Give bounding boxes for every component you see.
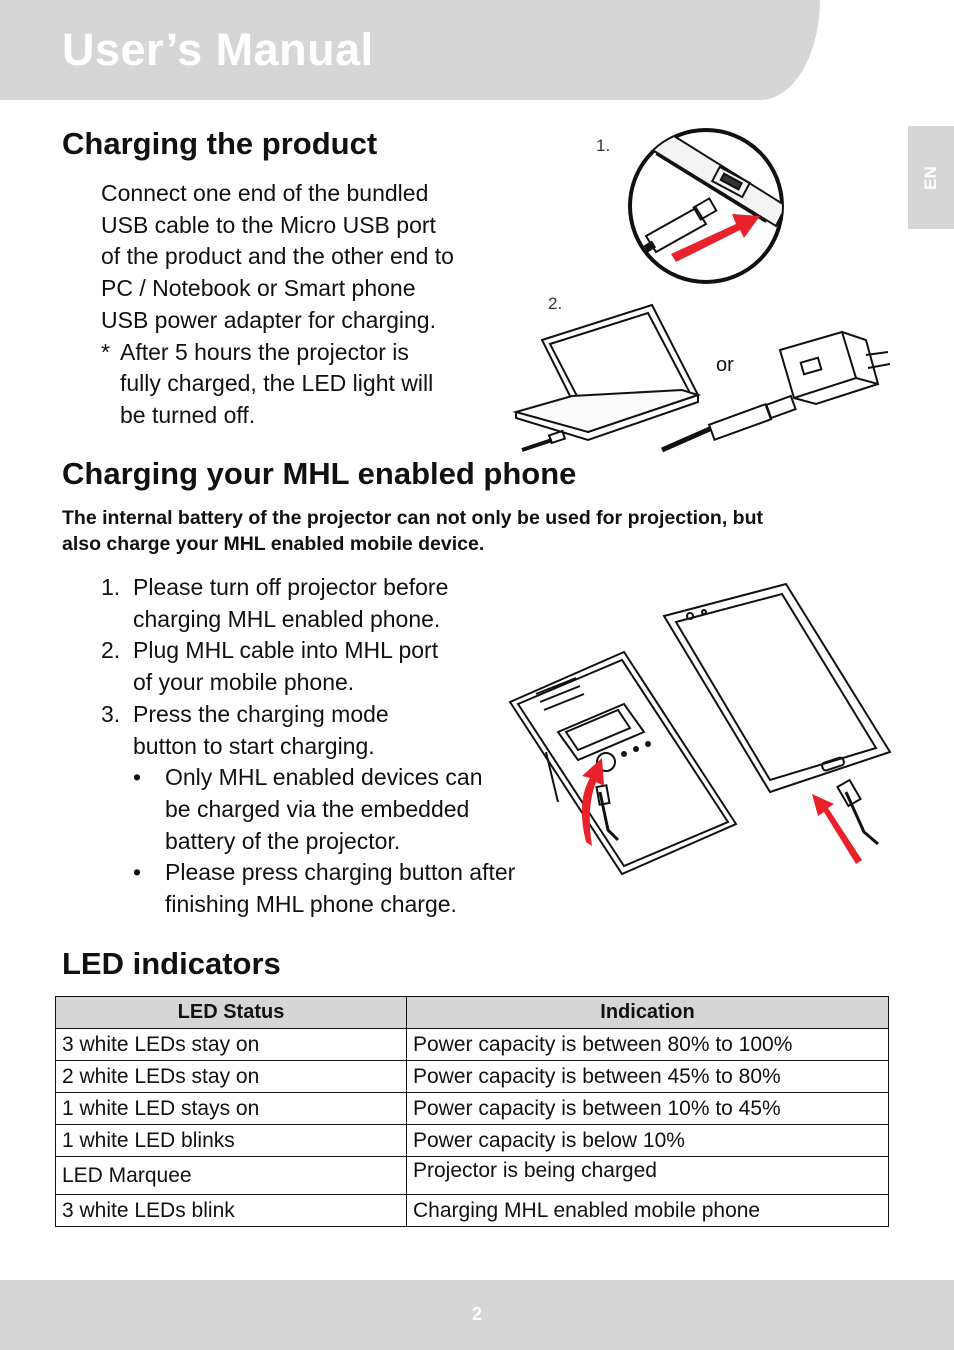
- text-line: Only MHL enabled devices can: [165, 764, 483, 791]
- led-indicator-table: [55, 996, 889, 1227]
- text-line: Press the charging mode: [133, 700, 389, 727]
- list-item: [101, 635, 561, 698]
- list-item: [133, 762, 561, 857]
- led-status-cell: 2 white LEDs stay on: [56, 1061, 407, 1093]
- text-line: button to start charging.: [133, 732, 375, 759]
- header-band: [0, 0, 820, 100]
- mhl-intro: [62, 505, 892, 557]
- list-item: [101, 572, 561, 635]
- indication-cell: Projector is being charged: [407, 1157, 889, 1195]
- text-line: USB power adapter for charging.: [101, 306, 436, 333]
- projector-and-phone-illustration: [506, 582, 896, 878]
- text-line: PC / Notebook or Smart phone: [101, 275, 416, 302]
- notebook-and-adapter-illustration: [512, 300, 892, 458]
- led-status-cell: 3 white LEDs blink: [56, 1195, 407, 1227]
- text-line: Plug MHL cable into MHL port: [133, 637, 439, 664]
- led-status-cell: 1 white LED blinks: [56, 1125, 407, 1157]
- bullet-mark: •: [133, 859, 142, 886]
- table-header-row: [56, 997, 889, 1029]
- language-label: EN: [921, 165, 940, 190]
- indication-cell: Power capacity is below 10%: [407, 1125, 889, 1157]
- figure-step-2-label: 2.: [548, 294, 563, 313]
- mhl-steps: [101, 572, 561, 762]
- text-line: battery of the projector.: [165, 827, 401, 854]
- table-row: [56, 1125, 889, 1157]
- figure-or-label: or: [716, 354, 734, 376]
- column-header-indication: Indication: [407, 997, 889, 1029]
- table-row: [56, 1061, 889, 1093]
- text-line: Please turn off projector before: [133, 574, 449, 600]
- column-header-led-status: LED Status: [56, 997, 407, 1029]
- led-status-cell: 1 white LED stays on: [56, 1093, 407, 1125]
- figure-step-1-label: 1.: [596, 136, 611, 155]
- page-title: User’s Manual: [62, 24, 374, 75]
- led-status-cell: 3 white LEDs stay on: [56, 1029, 407, 1061]
- mhl-instructions: [101, 572, 561, 921]
- step-number: 3.: [101, 700, 121, 727]
- list-item: [101, 699, 561, 762]
- bullet-mark: •: [133, 764, 142, 791]
- step-number: 2.: [101, 637, 121, 664]
- led-status-cell: LED Marquee: [56, 1157, 407, 1195]
- step-number: 1.: [101, 574, 121, 600]
- page-number: 2: [471, 1304, 482, 1324]
- text-line: fully charged, the LED light will: [120, 370, 434, 397]
- asterisk-mark: *: [101, 338, 110, 365]
- text-line: After 5 hours the projector is: [120, 338, 409, 365]
- table-row: [56, 1195, 889, 1227]
- table-row: [56, 1029, 889, 1061]
- table-row: [56, 1093, 889, 1125]
- text-line: finishing MHL phone charge.: [165, 891, 457, 918]
- text-line: The internal battery of the projector can not only be used for projection, but: [62, 507, 763, 529]
- indication-cell: Charging MHL enabled mobile phone: [407, 1195, 889, 1227]
- micro-usb-plug-illustration: [626, 126, 792, 288]
- indication-cell: Power capacity is between 80% to 100%: [407, 1029, 889, 1061]
- section-heading-charging: Charging the product: [62, 126, 378, 161]
- indication-cell: Power capacity is between 45% to 80%: [407, 1061, 889, 1093]
- language-tab: [908, 126, 954, 229]
- text-line: Please press charging button after: [165, 859, 516, 886]
- text-line: USB cable to the Micro USB port: [101, 211, 436, 238]
- list-item: [133, 857, 561, 920]
- text-line: of your mobile phone.: [133, 669, 355, 696]
- section-heading-led: LED indicators: [62, 946, 281, 981]
- charging-instructions: [101, 178, 501, 432]
- table-row: [56, 1157, 889, 1195]
- insert-arrow-icon: [812, 794, 862, 864]
- text-line: charging MHL enabled phone.: [133, 605, 441, 632]
- text-line: be charged via the embedded: [165, 795, 470, 822]
- text-line: also charge your MHL enabled mobile device.: [62, 533, 485, 555]
- mhl-notes: [101, 762, 561, 921]
- text-line: Connect one end of the bundled: [101, 180, 429, 206]
- charging-note: [101, 337, 501, 432]
- section-heading-mhl: Charging your MHL enabled phone: [62, 456, 577, 491]
- indication-cell: Power capacity is between 10% to 45%: [407, 1093, 889, 1125]
- text-line: be turned off.: [120, 401, 256, 428]
- text-line: of the product and the other end to: [101, 243, 454, 270]
